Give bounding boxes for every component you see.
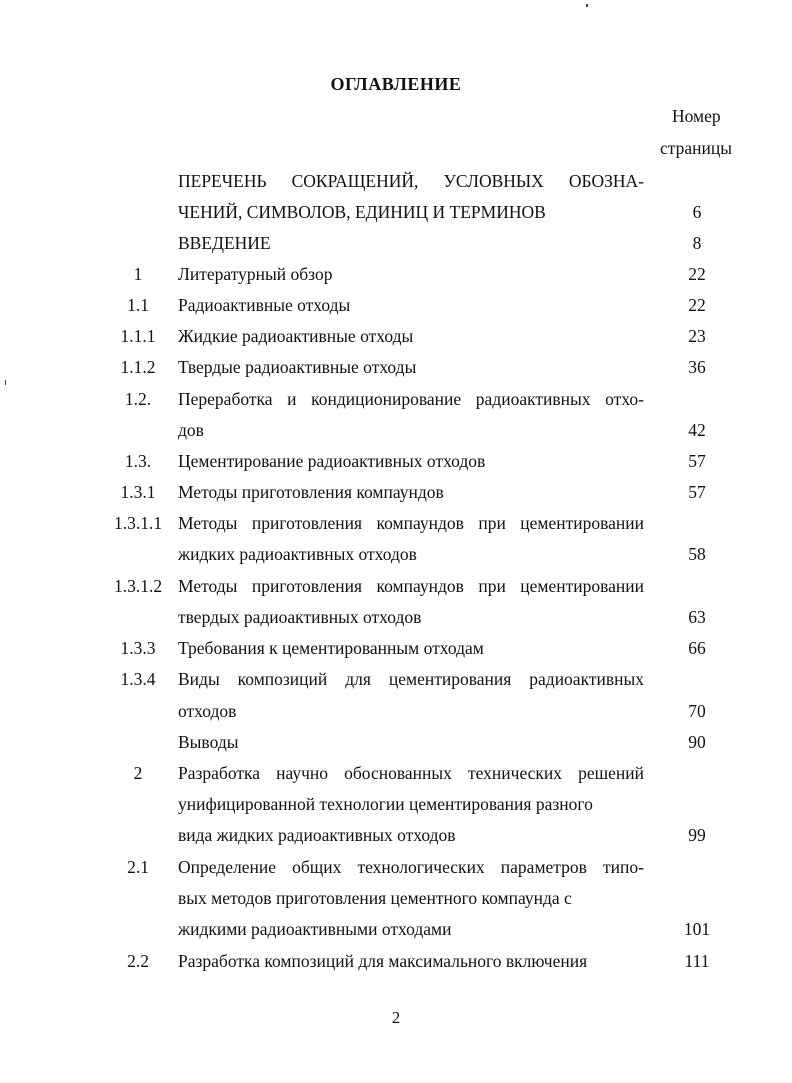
toc-row xyxy=(0,573,792,599)
toc-entry-text: ЧЕНИЙ, СИМВОЛОВ, ЕДИНИЦ И ТЕРМИНОВ xyxy=(178,202,546,222)
toc-entry-text: Жидкие радиоактивные отходы xyxy=(178,326,414,346)
toc-entry-text: унифицированной технологии цементирования разного xyxy=(178,794,593,814)
toc-row xyxy=(0,199,792,225)
toc-page-number: 90 xyxy=(688,732,706,752)
toc-entry-text: Определение общих технологических параметров типо- xyxy=(178,857,644,877)
scan-speck xyxy=(586,4,588,7)
toc-section-number: 1.3. xyxy=(124,451,152,471)
toc-row xyxy=(0,791,792,817)
toc-row xyxy=(0,604,792,630)
toc-title: ОГЛАВЛЕНИЕ xyxy=(330,74,462,94)
page-column-header-line2: страницы xyxy=(660,138,732,158)
toc-row xyxy=(0,916,792,942)
toc-page-number: 36 xyxy=(688,357,706,377)
toc-section-number: 1.3.1.1 xyxy=(113,513,163,533)
toc-entry-text: Переработка и кондиционирование радиоактивных отхо- xyxy=(178,389,644,409)
toc-row xyxy=(0,541,792,567)
toc-page-number: 23 xyxy=(688,326,706,346)
toc-row xyxy=(0,885,792,911)
toc-entry-text: вых методов приготовления цементного компаунда с xyxy=(178,888,572,908)
toc-section-number: 1.3.1.2 xyxy=(113,576,163,596)
toc-entry-text: вида жидких радиоактивных отходов xyxy=(178,825,456,845)
scan-speck xyxy=(5,380,6,385)
toc-row xyxy=(0,760,792,786)
toc-page-number: 8 xyxy=(692,233,702,253)
toc-row xyxy=(0,354,792,380)
toc-page-number: 111 xyxy=(684,951,710,971)
toc-entry-text: ВВЕДЕНИЕ xyxy=(178,233,271,253)
toc-entry-text: Цементирование радиоактивных отходов xyxy=(178,451,486,471)
toc-row xyxy=(0,729,792,755)
toc-row xyxy=(0,479,792,505)
toc-page-number: 58 xyxy=(688,544,706,564)
toc-section-number: 1.3.4 xyxy=(120,669,156,689)
toc-page-number: 42 xyxy=(688,420,706,440)
toc-entry-text: ПЕРЕЧЕНЬ СОКРАЩЕНИЙ, УСЛОВНЫХ ОБОЗНА- xyxy=(178,171,644,191)
toc-entry-text: дов xyxy=(178,420,204,440)
toc-row xyxy=(0,230,792,256)
toc-section-number: 1.2. xyxy=(124,389,152,409)
toc-page-number: 57 xyxy=(688,482,706,502)
toc-entry-text: отходов xyxy=(178,701,237,721)
toc-row xyxy=(0,168,792,194)
toc-entry-text: Твердые радиоактивные отходы xyxy=(178,357,417,377)
toc-section-number: 1.3.1 xyxy=(120,482,156,502)
toc-entry-text: Виды композиций для цементирования радиоактивных xyxy=(178,669,644,689)
toc-page-number: 66 xyxy=(688,638,706,658)
toc-section-number: 1.1.1 xyxy=(120,326,156,346)
page-column-header-line1: Номер xyxy=(672,106,721,126)
toc-entry-text: Методы приготовления компаундов при цементировании xyxy=(178,513,644,533)
toc-page-number: 99 xyxy=(688,825,706,845)
toc-row xyxy=(0,323,792,349)
toc-row xyxy=(0,417,792,443)
toc-entry-text: жидких радиоактивных отходов xyxy=(178,544,417,564)
toc-row xyxy=(0,948,792,974)
toc-section-number: 2.2 xyxy=(127,951,149,971)
toc-section-number: 1.1.2 xyxy=(120,357,156,377)
toc-section-number: 1.1 xyxy=(127,295,149,315)
toc-row xyxy=(0,261,792,287)
toc-row xyxy=(0,635,792,661)
toc-page-number: 22 xyxy=(688,264,706,284)
toc-page-number: 63 xyxy=(688,607,706,627)
toc-page-number: 101 xyxy=(683,919,711,939)
toc-page-number: 22 xyxy=(688,295,706,315)
toc-entry-text: Требования к цементированным отходам xyxy=(178,638,484,658)
toc-section-number: 2.1 xyxy=(127,857,149,877)
toc-entry-text: Радиоактивные отходы xyxy=(178,295,351,315)
toc-section-number: 1 xyxy=(133,264,143,284)
toc-row xyxy=(0,292,792,318)
toc-entry-text: Разработка композиций для максимального включения xyxy=(178,951,588,971)
toc-row xyxy=(0,448,792,474)
toc-section-number: 2 xyxy=(133,763,143,783)
toc-page-number: 6 xyxy=(692,202,702,222)
toc-row xyxy=(0,666,792,692)
toc-row xyxy=(0,510,792,536)
toc-entry-text: Литературный обзор xyxy=(178,264,333,284)
toc-section-number: 1.3.3 xyxy=(120,638,156,658)
toc-entry-text: Разработка научно обоснованных технических решений xyxy=(178,763,644,783)
toc-row xyxy=(0,854,792,880)
toc-row xyxy=(0,386,792,412)
toc-entry-text: твердых радиоактивных отходов xyxy=(178,607,422,627)
toc-page-number: 57 xyxy=(688,451,706,471)
toc-entry-text: Методы приготовления компаундов xyxy=(178,482,444,502)
page-number: 2 xyxy=(391,1008,401,1027)
toc-page-number: 70 xyxy=(688,701,706,721)
toc-row xyxy=(0,698,792,724)
toc-entry-text: Выводы xyxy=(178,732,239,752)
toc-row xyxy=(0,822,792,848)
toc-entry-text: жидкими радиоактивными отходами xyxy=(178,919,452,939)
toc-entry-text: Методы приготовления компаундов при цементировании xyxy=(178,576,644,596)
